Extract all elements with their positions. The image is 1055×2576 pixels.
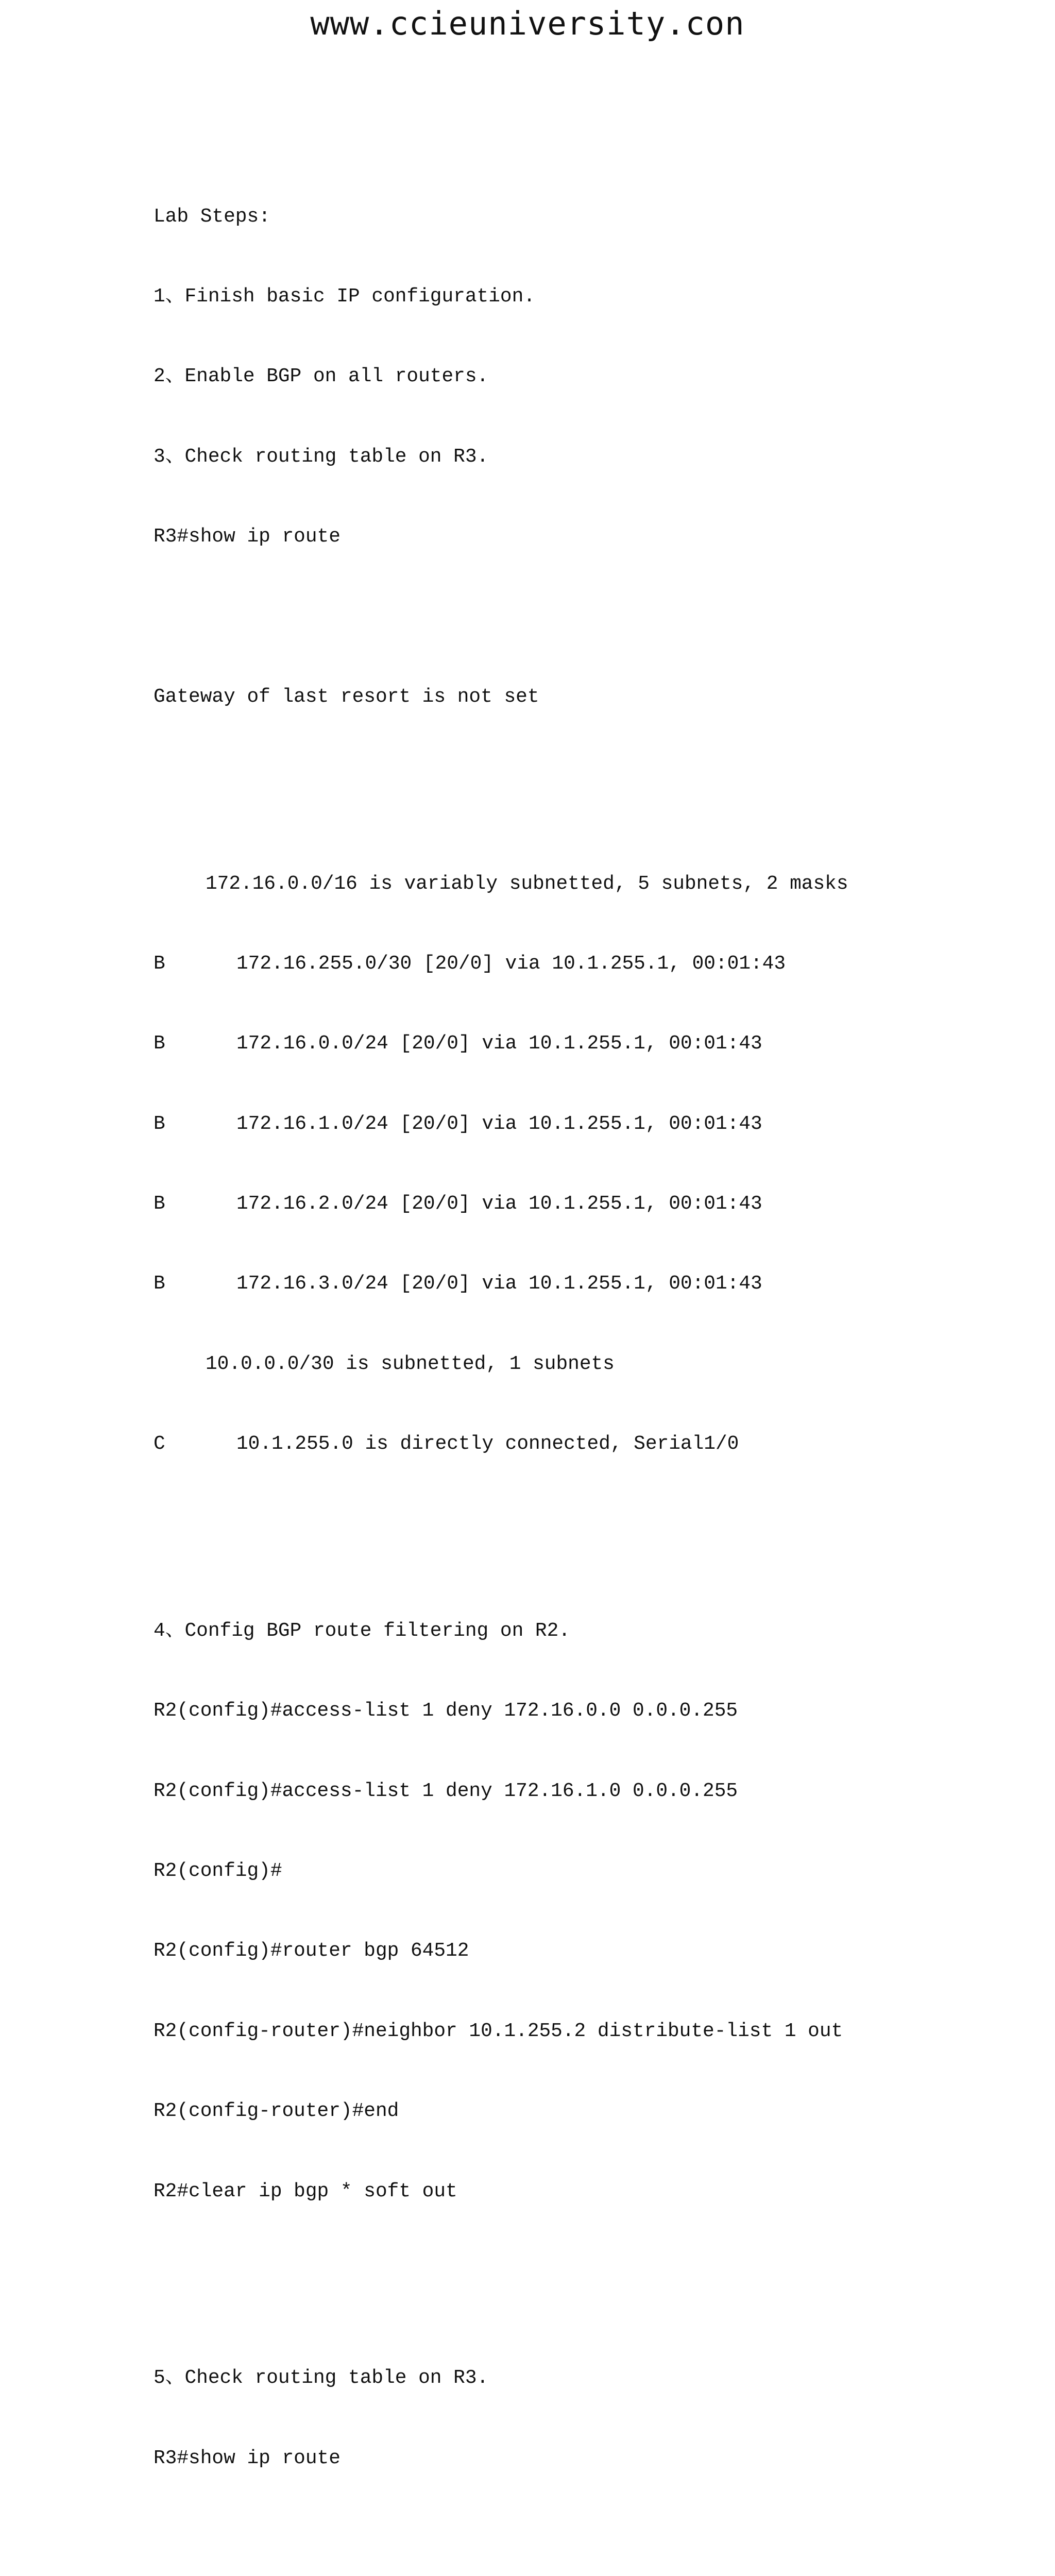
route-code: B [154, 1193, 165, 1215]
route-table-1-row [154, 1271, 1029, 1298]
lab-document-body [154, 150, 1029, 2576]
show-ip-route-command-2: R3#show ip route [154, 2447, 341, 2469]
config-line: R2#clear ip bgp * soft out [154, 2180, 457, 2202]
route-table-1-row [154, 1111, 1029, 1138]
site-header-title: www.ccieuniversity.con [310, 5, 745, 42]
route-entry: 172.16.3.0/24 [20/0] via 10.1.255.1, 00:01:43 [236, 1273, 762, 1295]
config-line: R2(config)#router bgp 64512 [154, 1940, 469, 1962]
blank-line [154, 1512, 1029, 1538]
route-table-1-row [154, 1031, 1029, 1058]
config-line: R2(config-router)#end [154, 2100, 399, 2123]
step-4: 4、Config BGP route filtering on R2. [154, 1620, 570, 1642]
route-table-1-summary-10: 10.0.0.0/30 is subnetted, 1 subnets [206, 1353, 615, 1375]
route-code: B [154, 1033, 165, 1055]
step-3: 3、Check routing table on R3. [154, 446, 489, 468]
route-table-1-connected-row [154, 1431, 1029, 1458]
route-table-1-summary-172: 172.16.0.0/16 is variably subnetted, 5 subnets, 2 masks [206, 873, 848, 895]
blank-line [154, 764, 1029, 791]
step-5: 5、Check routing table on R3. [154, 2367, 489, 2389]
route-table-1-row [154, 1191, 1029, 1218]
config-line: R2(config)# [154, 1860, 282, 1882]
route-table-1-row [154, 951, 1029, 978]
config-line: R2(config-router)#neighbor 10.1.255.2 distribute-list 1 out [154, 2020, 843, 2042]
blank-line [154, 2259, 1029, 2285]
route-code: B [154, 1273, 165, 1295]
route-code: B [154, 1113, 165, 1135]
route-entry: 172.16.2.0/24 [20/0] via 10.1.255.1, 00:01:43 [236, 1193, 762, 1215]
step-1: 1、Finish basic IP configuration. [154, 285, 535, 308]
route-entry: 10.1.255.0 is directly connected, Serial1/0 [236, 1433, 739, 1455]
lab-steps-heading: Lab Steps: [154, 206, 270, 228]
route-code: C [154, 1433, 165, 1455]
config-line: R2(config)#access-list 1 deny 172.16.1.0 0.0.0.255 [154, 1780, 738, 1802]
route-entry: 172.16.0.0/24 [20/0] via 10.1.255.1, 00:01:43 [236, 1033, 762, 1055]
route-entry: 172.16.255.0/30 [20/0] via 10.1.255.1, 00:01:43 [236, 953, 786, 975]
route-entry: 172.16.1.0/24 [20/0] via 10.1.255.1, 00:01:43 [236, 1113, 762, 1135]
show-ip-route-command-1: R3#show ip route [154, 526, 341, 548]
blank-line [154, 2526, 1029, 2552]
blank-line [154, 604, 1029, 631]
config-line: R2(config)#access-list 1 deny 172.16.0.0 0.0.0.255 [154, 1700, 738, 1722]
route-code: B [154, 953, 165, 975]
step-2: 2、Enable BGP on all routers. [154, 366, 489, 388]
gateway-line: Gateway of last resort is not set [154, 686, 539, 708]
